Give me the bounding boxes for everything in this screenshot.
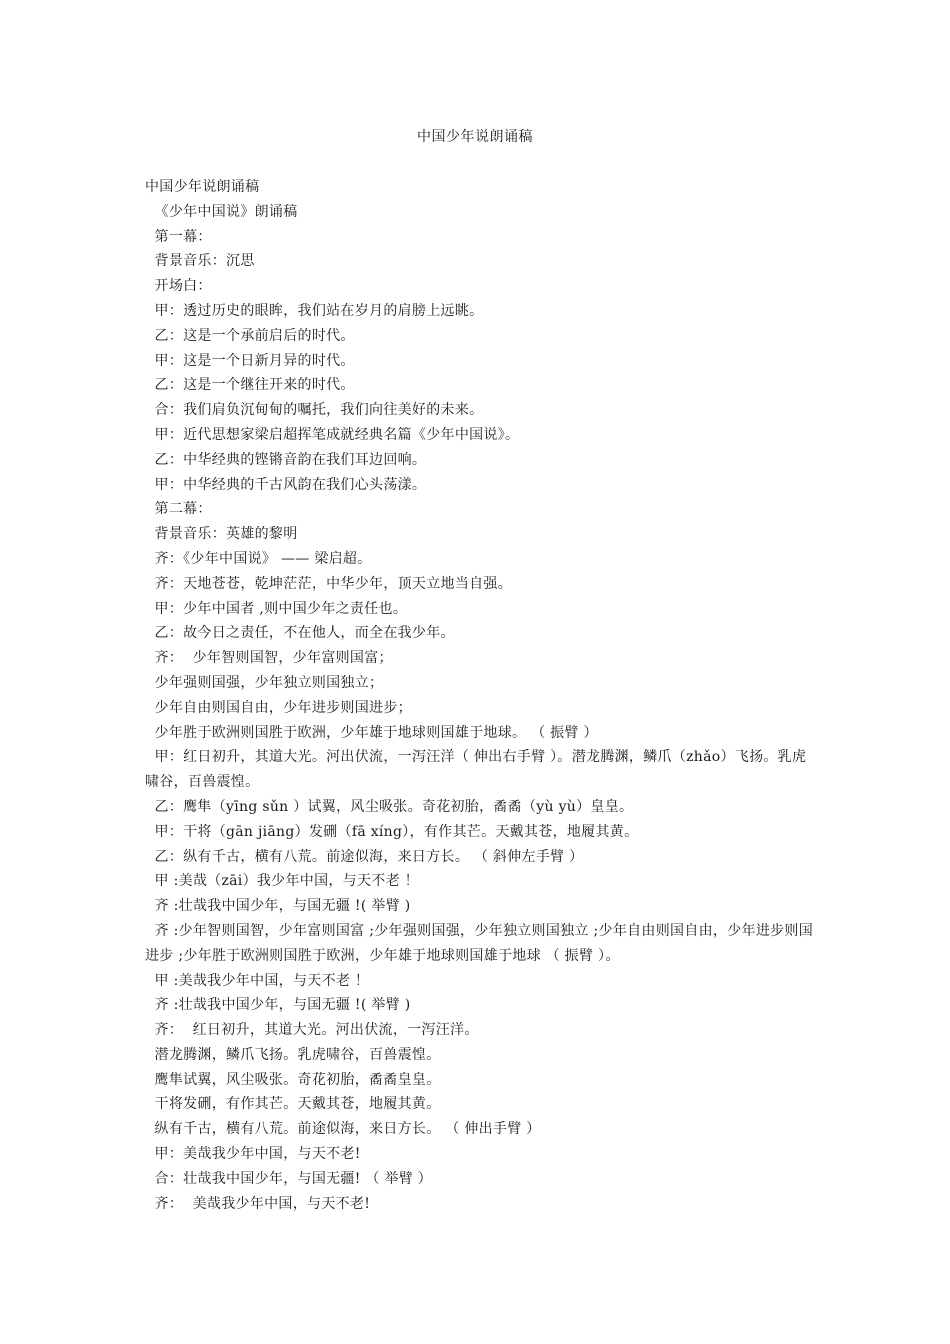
text-line: 齐 :壮哉我中国少年，与国无疆 !( 举臂 ) <box>145 997 411 1014</box>
text-line: 背景音乐：沉思 <box>145 253 255 270</box>
text-line: 甲：美哉我少年中国，与天不老! <box>145 1146 361 1163</box>
text-line: 少年自由则国自由，少年进步则国进步； <box>145 699 412 716</box>
text-line: 甲：干将（gān jiāng）发硎（fā xíng），有作其芒。天戴其苍，地履其黄。 <box>145 823 639 840</box>
text-line: 第二幕： <box>145 501 212 518</box>
text-line: 合：我们肩负沉甸甸的嘱托，我们向往美好的未来。 <box>145 402 484 419</box>
text-line: 甲：透过历史的眼眸，我们站在岁月的肩膀上远眺。 <box>145 302 484 319</box>
text-line: 干将发硎，有作其芒。天戴其苍，地履其黄。 <box>145 1096 441 1113</box>
text-line: 甲：红日初升，其道大光。河出伏流，一泻汪洋（ 伸出右手臂 ）。潜龙腾渊，鳞爪（zhǎo）飞扬。乳虎啸谷，百兽震惶。 <box>145 749 807 791</box>
text-line: 少年胜于欧洲则国胜于欧洲，少年雄于地球则国雄于地球。 （ 振臂 ） <box>145 724 598 741</box>
document-title: 中国少年说朗诵稿 <box>417 129 533 145</box>
text-line: 乙：中华经典的铿锵音韵在我们耳边回响。 <box>145 451 427 468</box>
text-line: 甲：中华经典的千古风韵在我们心头荡漾。 <box>145 476 427 493</box>
text-line: 甲 :美哉我少年中国，与天不老 ！ <box>145 972 370 989</box>
text-line: 齐： 少年智则国智，少年富则国富； <box>145 650 393 667</box>
text-line: 甲 :美哉（zāi）我少年中国，与天不老 ！ <box>145 873 419 890</box>
text-line: 乙：纵有千古，横有八荒。前途似海，来日方长。 （ 斜伸左手臂 ） <box>145 848 584 865</box>
text-line: 齐： 美哉我少年中国，与天不老! <box>145 1195 371 1212</box>
document-body <box>145 175 815 1216</box>
text-line: 齐：天地苍苍，乾坤茫茫，中华少年，顶天立地当自强。 <box>145 575 513 592</box>
text-line: 《少年中国说》朗诵稿 <box>145 203 298 220</box>
text-line: 乙：鹰隼（yīng sǔn ）试翼，风尘吸张。奇花初胎，矞矞（yù yù）皇皇。 <box>145 798 634 815</box>
text-line: 第一幕： <box>145 228 212 245</box>
text-line: 齐：《少年中国说》 —— 梁启超。 <box>145 550 372 567</box>
text-line: 乙：这是一个继往开来的时代。 <box>145 377 355 394</box>
text-line: 齐 :少年智则国智，少年富则国富 ;少年强则国强，少年独立则国独立 ;少年自由则国自由，少年进步则国进步 ;少年胜于欧洲则国胜于欧洲，少年雄于地球则国雄于地球 （ 振臂 ）。 <box>145 922 814 964</box>
text-line: 潜龙腾渊，鳞爪飞扬。乳虎啸谷，百兽震惶。 <box>145 1046 441 1063</box>
text-line: 纵有千古，横有八荒。前途似海，来日方长。 （ 伸出手臂 ） <box>145 1121 541 1138</box>
text-line: 甲：少年中国者 ,则中国少年之责任也。 <box>145 600 408 617</box>
text-line: 齐 :壮哉我中国少年，与国无疆 !( 举臂 ) <box>145 898 411 915</box>
text-line: 甲：近代思想家梁启超挥笔成就经典名篇《少年中国说》。 <box>145 426 520 443</box>
text-line: 齐： 红日初升，其道大光。河出伏流，一泻汪洋。 <box>145 1022 479 1039</box>
text-line: 合：壮哉我中国少年，与国无疆! （ 举臂 ） <box>145 1170 433 1187</box>
text-line: 乙：这是一个承前启后的时代。 <box>145 327 355 344</box>
text-line: 鹰隼试翼，风尘吸张。奇花初胎，矞矞皇皇。 <box>145 1071 441 1088</box>
text-line: 开场白： <box>145 278 212 295</box>
text-line: 背景音乐：英雄的黎明 <box>145 526 298 543</box>
text-line: 乙：故今日之责任，不在他人，而全在我少年。 <box>145 625 455 642</box>
text-line: 中国少年说朗诵稿 <box>145 179 260 195</box>
text-line: 甲：这是一个日新月异的时代。 <box>145 352 355 369</box>
text-line: 少年强则国强，少年独立则国独立； <box>145 674 384 691</box>
